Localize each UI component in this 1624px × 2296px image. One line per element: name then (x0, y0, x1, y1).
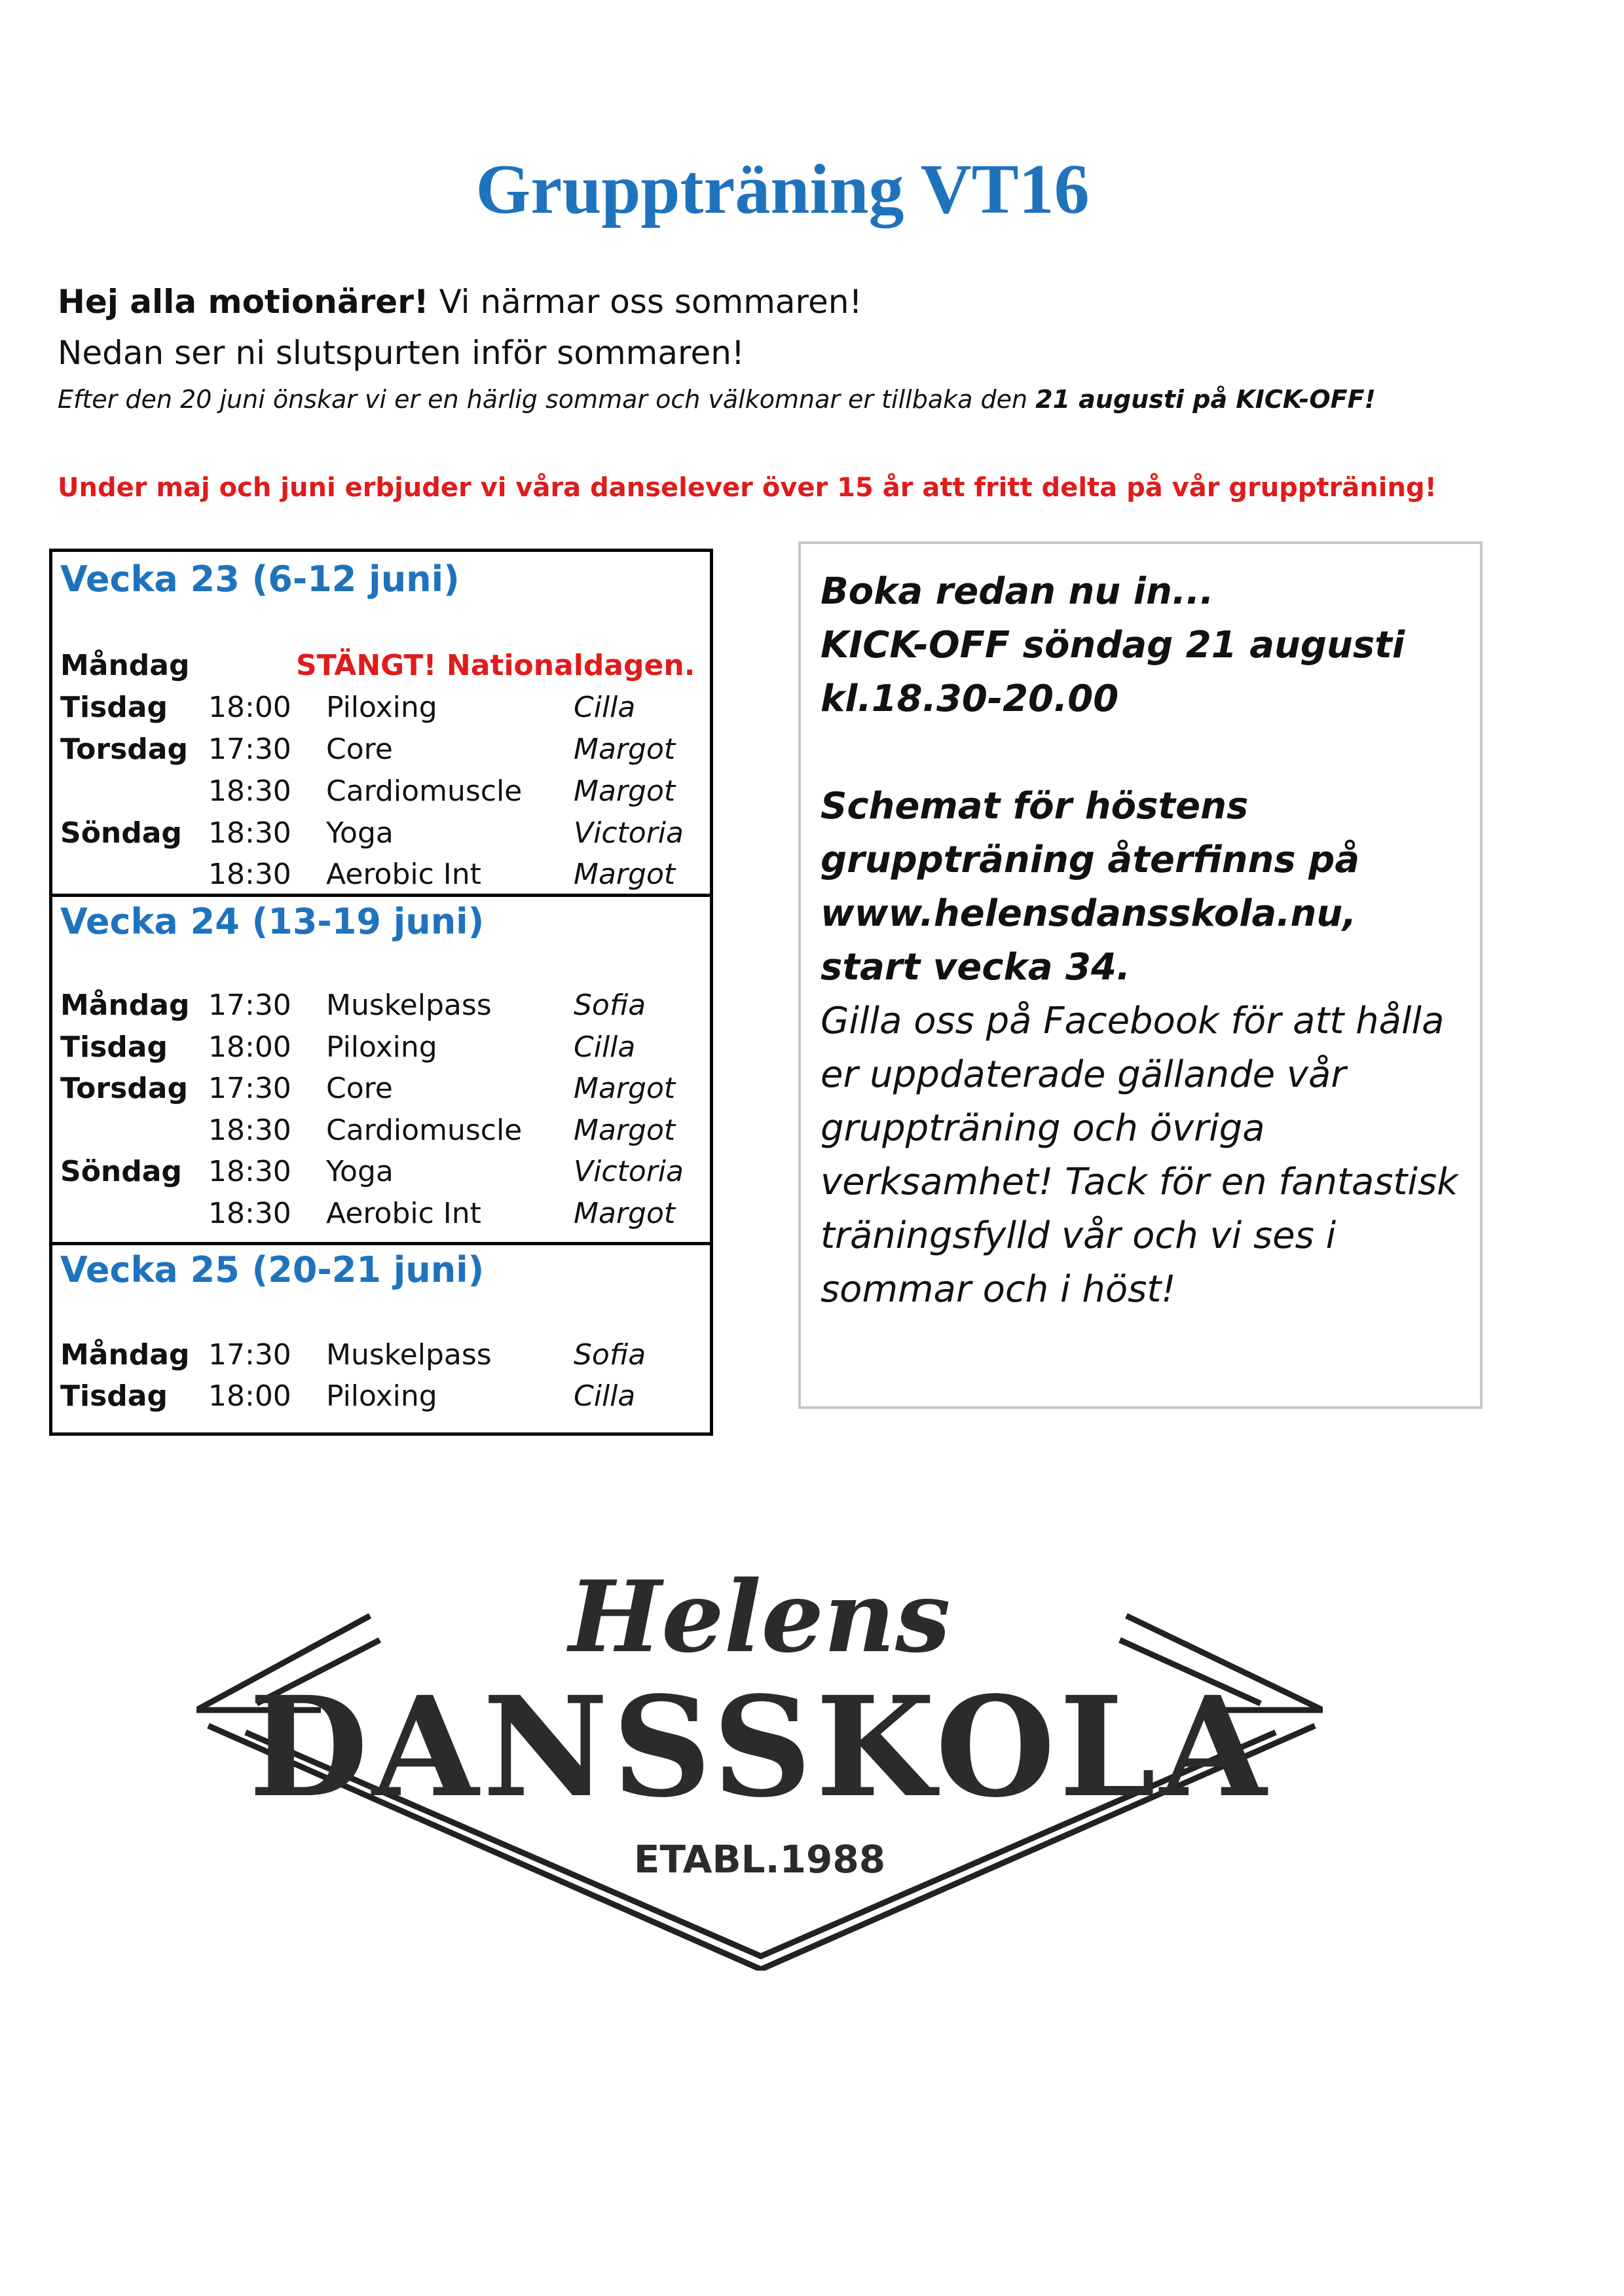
class-cell: Muskelpass (326, 1338, 492, 1372)
instructor-cell: Margot (574, 1197, 676, 1230)
day-cell: Tisdag (60, 1030, 168, 1064)
table-row (52, 1338, 710, 1380)
table-row (52, 1030, 710, 1072)
instructor-cell: Sofia (574, 1338, 646, 1372)
week-section (52, 552, 710, 894)
instructor-cell: Cilla (574, 691, 636, 724)
class-cell: Cardiomuscle (326, 1114, 523, 1147)
instructor-cell: Margot (574, 1072, 676, 1105)
kickoff-time: kl.18.30-20.00 (821, 678, 1119, 720)
class-cell: Aerobic Int (326, 858, 481, 891)
instructor-cell: Victoria (574, 816, 684, 850)
class-cell: Core (326, 733, 393, 766)
schedule-table (49, 549, 713, 1436)
intro-return-text: Efter den 20 juni önskar vi er en härlig sommar och välkomnar er tillbaka den (58, 385, 1036, 414)
intro-greeting-rest: Vi närmar oss sommaren! (428, 283, 862, 321)
day-cell: Måndag (60, 1338, 190, 1372)
instructor-cell: Margot (574, 858, 676, 891)
table-row (52, 1197, 710, 1239)
day-cell: Tisdag (60, 691, 168, 724)
table-row (52, 1379, 710, 1421)
time-cell: 18:30 (208, 1155, 291, 1188)
time-cell: 18:30 (208, 858, 291, 891)
week-heading: Vecka 25 (20-21 juni) (60, 1249, 485, 1290)
class-cell: Piloxing (326, 1030, 437, 1064)
class-cell: Piloxing (326, 691, 437, 724)
instructor-cell: Cilla (574, 1030, 636, 1064)
logo-wordmark: DANSSKOLA (248, 1666, 1271, 1828)
class-cell: Aerobic Int (326, 1197, 481, 1230)
time-cell: 18:30 (208, 1197, 291, 1230)
kickoff-line: KICK-OFF söndag 21 augusti (821, 624, 1405, 666)
intro-greeting-bold: Hej alla motionärer! (58, 283, 429, 321)
time-cell: 18:30 (208, 774, 291, 808)
table-row (52, 733, 710, 774)
time-cell: 18:00 (208, 691, 291, 724)
table-row (52, 989, 710, 1030)
day-cell: Tisdag (60, 1379, 168, 1413)
day-cell: Söndag (60, 816, 182, 850)
autumn-schedule-text: Schemat för höstens gruppträning återfinns på www.helensdansskola.nu, start vecka 34. (821, 785, 1360, 989)
time-cell: 17:30 (208, 1072, 291, 1105)
instructor-cell: Margot (574, 733, 676, 766)
logo-script: Helens (568, 1565, 951, 1675)
intro-return-note (58, 385, 1376, 414)
day-cell: Söndag (60, 1155, 182, 1188)
instructor-cell: Margot (574, 1114, 676, 1147)
class-cell: Yoga (326, 1155, 394, 1188)
table-row (52, 1155, 710, 1197)
instructor-cell: Cilla (574, 1379, 636, 1413)
day-cell: Torsdag (60, 1072, 188, 1105)
instructor-cell: Sofia (574, 989, 646, 1022)
day-cell: Måndag (60, 989, 190, 1022)
info-box (798, 541, 1483, 1409)
table-row (52, 649, 710, 691)
time-cell: 17:30 (208, 1338, 291, 1372)
table-row (52, 691, 710, 733)
page-title: Gruppträning VT16 (475, 151, 1090, 228)
table-row (52, 1072, 710, 1114)
time-cell: 18:00 (208, 1379, 291, 1413)
intro-line: Nedan ser ni slutspurten inför sommaren! (58, 334, 745, 372)
week-section (52, 1242, 710, 1436)
offer-notice: Under maj och juni erbjuder vi våra danselever över 15 år att fritt delta på vår gruppträning! (58, 473, 1437, 503)
instructor-cell: Victoria (574, 1155, 684, 1188)
dansskola-logo (196, 1565, 1323, 1971)
class-cell: Muskelpass (326, 989, 492, 1022)
class-cell: Core (326, 1072, 393, 1105)
table-row (52, 1114, 710, 1156)
week-heading: Vecka 23 (6-12 juni) (60, 558, 460, 600)
closed-note: STÄNGT! Nationaldagen. (296, 649, 695, 682)
table-row (52, 774, 710, 816)
class-cell: Yoga (326, 816, 394, 850)
time-cell: 17:30 (208, 733, 291, 766)
spacer (821, 726, 1460, 780)
instructor-cell: Margot (574, 774, 676, 808)
week-heading: Vecka 24 (13-19 juni) (60, 901, 485, 942)
intro-return-date: 21 augusti på KICK-OFF! (1035, 385, 1376, 414)
time-cell: 18:30 (208, 1114, 291, 1147)
day-cell: Måndag (60, 649, 190, 682)
class-cell: Cardiomuscle (326, 774, 523, 808)
facebook-text: Gilla oss på Facebook för att hålla er uppdaterade gällande vår gruppträning och övriga verksamhet! Tack för en fantastisk träningsfylld vår och vi ses i sommar och i höst! (821, 1000, 1458, 1311)
time-cell: 18:30 (208, 816, 291, 850)
time-cell: 18:00 (208, 1030, 291, 1064)
class-cell: Piloxing (326, 1379, 437, 1413)
table-row (52, 816, 710, 858)
time-cell: 17:30 (208, 989, 291, 1022)
day-cell: Torsdag (60, 733, 188, 766)
week-section (52, 894, 710, 1245)
booking-line: Boka redan nu in... (821, 570, 1214, 613)
logo-established: ETABL.1988 (633, 1837, 886, 1882)
intro-greeting (58, 283, 862, 321)
